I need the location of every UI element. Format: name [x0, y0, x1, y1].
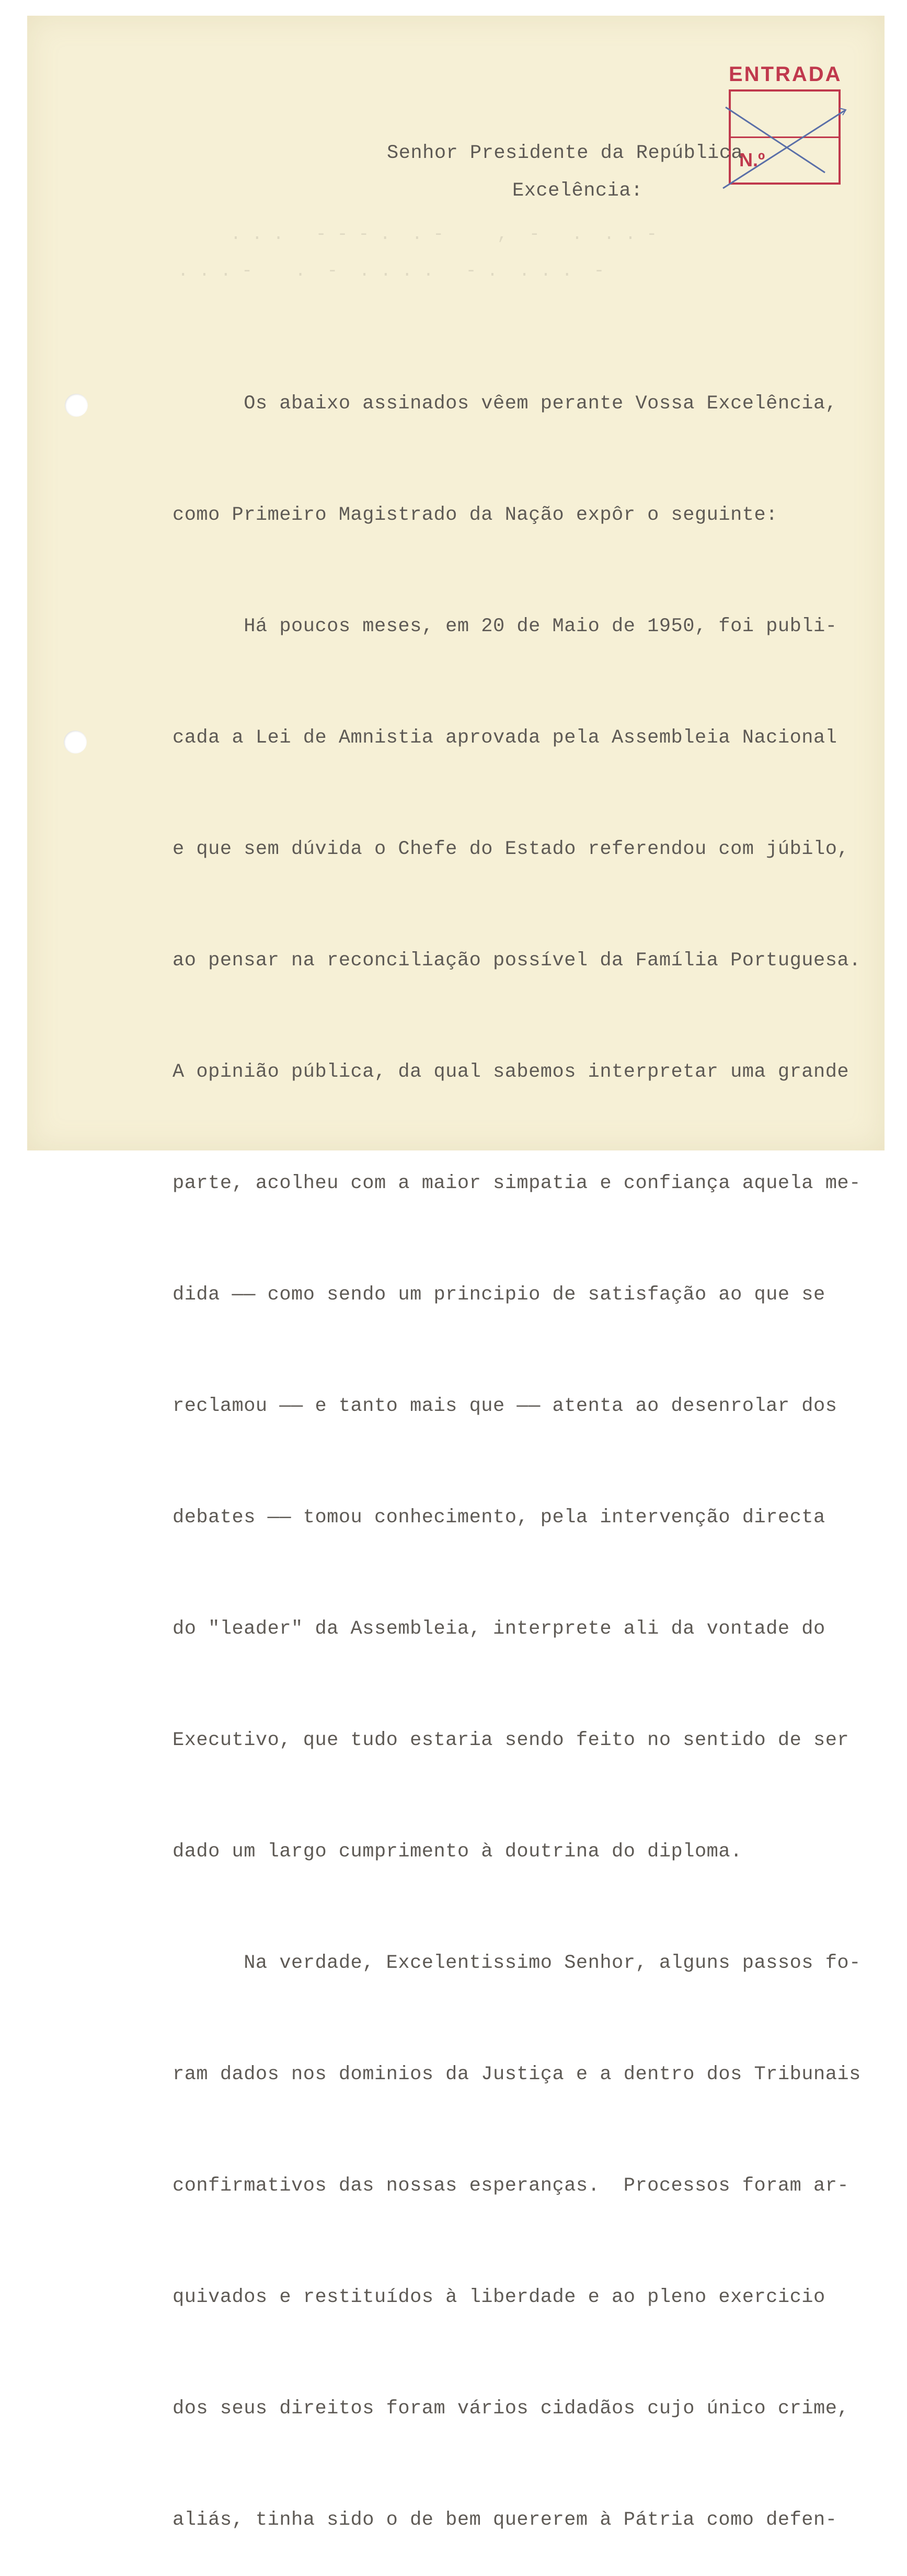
show-through-text: . . . - . - . . . . - . . . . -: [178, 261, 605, 281]
body-line: Há poucos meses, em 20 de Maio de 1950, foi publi-: [173, 615, 837, 637]
body-line: e que sem dúvida o Chefe do Estado referendou com júbilo,: [173, 838, 849, 860]
show-through-text: . . . ‑ - - . . - , - . . . -: [209, 225, 657, 245]
body-line: como Primeiro Magistrado da Nação expôr o seguinte:: [173, 504, 778, 526]
body-line: parte, acolheu com a maior simpatia e confiança aquela me-: [173, 1172, 861, 1194]
body-line: dos seus direitos foram vários cidadãos cujo único crime,: [173, 2398, 849, 2420]
body-line: Na verdade, Excelentissimo Senhor, alguns passos fo-: [173, 1952, 861, 1974]
entrada-stamp: [729, 63, 841, 185]
body-line: A opinião pública, da qual sabemos interpretar uma grande: [173, 1061, 849, 1083]
salutation: Senhor Presidente da República: [387, 142, 743, 164]
stamp-number-label: N.º: [739, 149, 765, 170]
body-line: reclamou —— e tanto mais que —— atenta ao desenrolar dos: [173, 1395, 837, 1417]
stamp-title: ENTRADA: [729, 63, 842, 86]
body-line: confirmativos das nossas esperanças. Processos foram ar-: [173, 2175, 849, 2197]
punch-hole: [64, 731, 87, 754]
body-line: Os abaixo assinados vêem perante Vossa Excelência,: [173, 393, 837, 415]
body-line: debates —— tomou conhecimento, pela intervenção directa: [173, 1507, 825, 1529]
body-line: Executivo, que tudo estaria sendo feito no sentido de ser: [173, 1729, 849, 1751]
body-line: dado um largo cumprimento à doutrina do diploma.: [173, 1841, 742, 1863]
letter-body: [173, 311, 861, 2576]
stamp-box: [729, 89, 841, 185]
body-line: aliás, tinha sido o de bem quererem à Pátria como defen-: [173, 2509, 837, 2531]
body-line: cada a Lei de Amnistia aprovada pela Assembleia Nacional: [173, 727, 837, 749]
punch-hole: [65, 394, 88, 417]
body-line: quivados e restituídos à liberdade e ao pleno exercicio: [173, 2286, 825, 2308]
body-line: ao pensar na reconciliação possível da Família Portuguesa.: [173, 950, 861, 972]
body-line: dida —— como sendo um principio de satisfação ao que se: [173, 1284, 825, 1306]
excellency-greeting: Excelência:: [512, 180, 643, 202]
body-line: do "leader" da Assembleia, interprete ali da vontade do: [173, 1618, 825, 1640]
body-line: ram dados nos dominios da Justiça e a dentro dos Tribunais: [173, 2064, 861, 2085]
